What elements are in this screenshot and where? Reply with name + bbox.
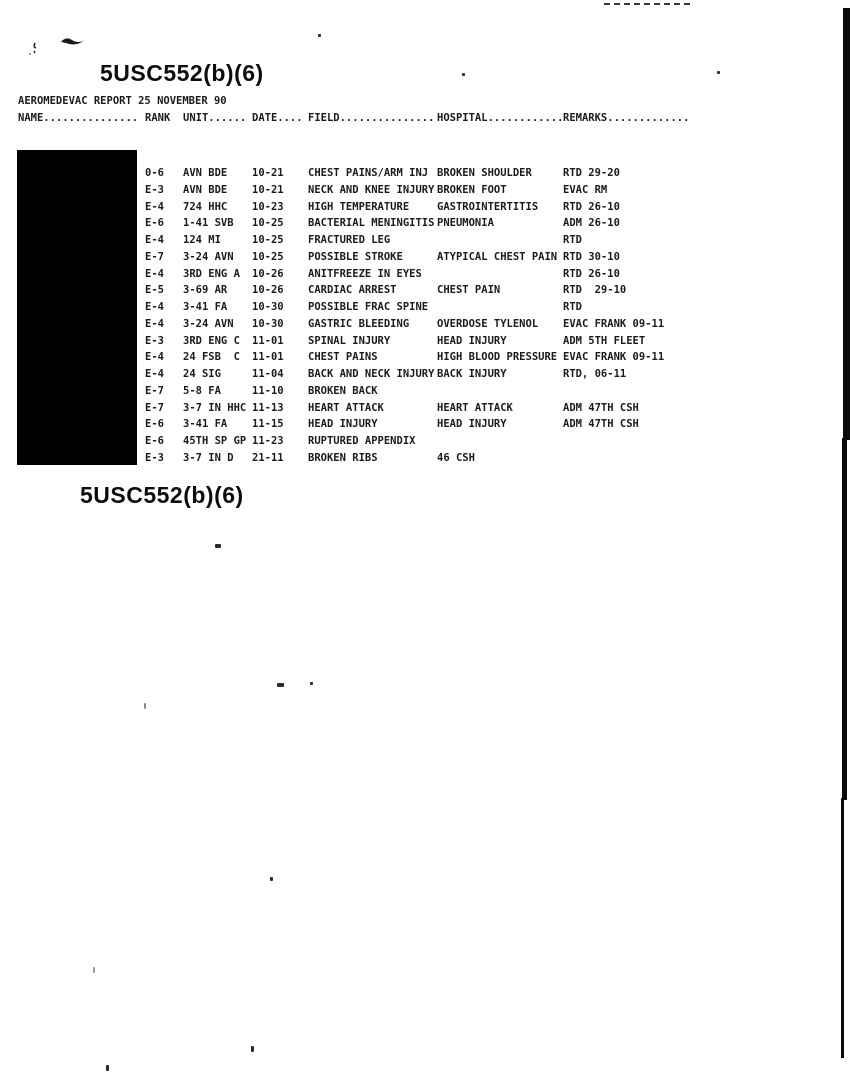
row-date: 10-25 (252, 217, 284, 230)
table-row (0, 266, 850, 283)
row-rank: E-4 (145, 200, 164, 213)
header-rank: RANK (145, 112, 171, 124)
header-date: DATE.... (252, 112, 303, 124)
row-field: CHEST PAINS/ARM INJ (308, 167, 429, 179)
row-remarks: ADM 5TH FLEET (563, 334, 646, 347)
row-hospital: HIGH BLOOD PRESSURE (437, 351, 558, 364)
row-field: GASTRIC BLEEDING (308, 317, 410, 330)
row-field: NECK AND KNEE INJURY (308, 183, 435, 196)
row-unit: 3-69 AR (183, 284, 228, 297)
row-unit: 3-41 FA (183, 301, 228, 313)
table-row (0, 383, 850, 400)
row-remarks: EVAC RM (563, 183, 608, 196)
row-unit: 3-24 AVN (183, 317, 234, 330)
row-unit: 5-8 FA (183, 384, 221, 397)
scan-edge-bar (841, 798, 844, 1058)
row-hospital: HEAD INJURY (437, 334, 507, 347)
row-unit: 3-7 IN HHC (183, 401, 247, 414)
row-remarks: RTD (563, 234, 582, 246)
scan-speck (277, 683, 284, 687)
scan-speck (144, 703, 146, 709)
row-rank: E-6 (145, 217, 164, 230)
table-row (0, 182, 850, 199)
row-remarks: RTD 29-10 (563, 284, 627, 297)
row-hospital: BROKEN FOOT (437, 183, 507, 196)
row-rank: E-5 (145, 284, 164, 297)
header-remarks: REMARKS............. (563, 112, 690, 124)
row-rank: E-6 (145, 435, 164, 447)
scan-speck (462, 73, 465, 76)
row-field: SPINAL INJURY (308, 334, 391, 347)
table-row (0, 400, 850, 417)
row-unit: 3-7 IN D (183, 451, 234, 464)
row-hospital: HEAD INJURY (437, 418, 507, 431)
row-rank: E-4 (145, 301, 164, 313)
row-remarks: RTD 26-10 (563, 200, 620, 213)
row-field: BROKEN BACK (308, 384, 378, 397)
row-field: HEART ATTACK (308, 401, 384, 414)
scan-speck (717, 71, 720, 74)
scan-speck (318, 34, 321, 37)
scan-edge-bar (842, 438, 847, 800)
row-field: HEAD INJURY (308, 418, 378, 431)
row-rank: E-4 (145, 368, 164, 380)
row-field: ANITFREEZE IN EYES (308, 267, 422, 280)
row-unit: AVN BDE (183, 167, 228, 179)
table-header-row (0, 112, 850, 126)
row-unit: 3-41 FA (183, 418, 228, 431)
exemption-marking-bottom: 5USC552(b)(6) (80, 482, 244, 508)
table-rows (0, 165, 850, 467)
report-title: AEROMEDEVAC REPORT 25 NOVEMBER 90 (18, 95, 227, 107)
row-unit: 45TH SP GP (183, 435, 247, 447)
table-row (0, 299, 850, 316)
row-rank: 0-6 (145, 167, 164, 179)
row-date: 10-26 (252, 284, 284, 297)
header-hospital: HOSPITAL............ (437, 112, 564, 124)
scan-speck (215, 544, 221, 548)
row-rank: E-4 (145, 234, 164, 246)
row-hospital: HEART ATTACK (437, 401, 513, 414)
row-hospital: BROKEN SHOULDER (437, 167, 532, 179)
row-date: 11-23 (252, 435, 284, 447)
row-unit: 124 MI (183, 234, 221, 246)
row-remarks: RTD 26-10 (563, 267, 620, 280)
row-rank: E-3 (145, 451, 164, 464)
table-row (0, 215, 850, 232)
row-unit: 3-24 AVN (183, 250, 234, 263)
scan-speck (106, 1065, 109, 1071)
row-date: 10-30 (252, 317, 284, 330)
row-hospital: CHEST PAIN (437, 284, 501, 297)
scan-speck (93, 967, 95, 973)
table-row (0, 199, 850, 216)
row-date: 11-15 (252, 418, 284, 431)
row-remarks: RTD 30-10 (563, 250, 620, 263)
row-remarks: EVAC FRANK 09-11 (563, 351, 665, 364)
row-rank: E-7 (145, 401, 164, 414)
table-row (0, 249, 850, 266)
row-date: 11-13 (252, 401, 284, 414)
row-date: 10-23 (252, 200, 284, 213)
row-date: 10-26 (252, 267, 284, 280)
row-remarks: ADM 47TH CSH (563, 401, 639, 414)
row-remarks: RTD 29-20 (563, 167, 620, 179)
row-unit: AVN BDE (183, 183, 228, 196)
row-hospital: PNEUMONIA (437, 217, 494, 230)
row-rank: E-3 (145, 183, 164, 196)
row-hospital: OVERDOSE TYLENOL (437, 317, 539, 330)
row-rank: E-7 (145, 384, 164, 397)
row-field: CHEST PAINS (308, 351, 378, 364)
row-unit: 1-41 SVB (183, 217, 234, 230)
row-date: 11-10 (252, 384, 284, 397)
table-row (0, 282, 850, 299)
header-field: FIELD............... (308, 112, 435, 124)
row-rank: E-3 (145, 334, 164, 347)
scan-speck (270, 877, 273, 881)
row-remarks: RTD (563, 301, 582, 313)
scan-speck (251, 1046, 254, 1052)
row-field: HIGH TEMPERATURE (308, 200, 410, 213)
table-row (0, 450, 850, 467)
header-unit: UNIT...... (183, 112, 247, 124)
row-field: POSSIBLE FRAC SPINE (308, 301, 429, 313)
row-remarks: EVAC FRANK 09-11 (563, 317, 665, 330)
row-date: 11-01 (252, 351, 284, 364)
row-date: 11-01 (252, 334, 284, 347)
row-unit: 24 SIG (183, 368, 221, 380)
row-date: 10-25 (252, 234, 284, 246)
row-date: 10-21 (252, 183, 284, 196)
table-row (0, 349, 850, 366)
table-row (0, 433, 850, 450)
table-row (0, 416, 850, 433)
row-rank: E-7 (145, 250, 164, 263)
header-name: NAME............... (18, 112, 139, 124)
table-row (0, 333, 850, 350)
row-field: BACTERIAL MENINGITIS (308, 217, 435, 230)
row-field: RUPTURED APPENDIX (308, 435, 416, 447)
row-remarks: ADM 47TH CSH (563, 418, 639, 431)
row-rank: E-6 (145, 418, 164, 431)
row-unit: 724 HHC (183, 200, 228, 213)
row-remarks: RTD, 06-11 (563, 368, 627, 380)
scan-dash-line (604, 3, 690, 5)
row-hospital: BACK INJURY (437, 368, 507, 380)
scan-speck (310, 682, 313, 685)
row-remarks: ADM 26-10 (563, 217, 620, 230)
table-row (0, 316, 850, 333)
row-unit: 3RD ENG A (183, 267, 240, 280)
row-date: 10-25 (252, 250, 284, 263)
pen-mark-icon (58, 34, 88, 48)
row-rank: E-4 (145, 267, 164, 280)
row-rank: E-4 (145, 317, 164, 330)
row-field: BROKEN RIBS (308, 451, 378, 464)
table-row (0, 366, 850, 383)
row-field: FRACTURED LEG (308, 234, 391, 246)
row-date: 10-21 (252, 167, 284, 179)
row-field: POSSIBLE STROKE (308, 250, 403, 263)
row-hospital: ATYPICAL CHEST PAIN (437, 250, 558, 263)
row-date: 21-11 (252, 451, 284, 464)
row-date: 10-30 (252, 301, 284, 313)
row-field: BACK AND NECK INJURY (308, 368, 435, 380)
row-hospital: GASTROINTERTITIS (437, 200, 539, 213)
pen-mark-icon (26, 40, 48, 56)
row-hospital: 46 CSH (437, 451, 475, 464)
row-unit: 3RD ENG C (183, 334, 240, 347)
table-row (0, 232, 850, 249)
row-rank: E-4 (145, 351, 164, 364)
exemption-marking-top: 5USC552(b)(6) (100, 60, 264, 86)
table-row (0, 165, 850, 182)
row-field: CARDIAC ARREST (308, 284, 397, 297)
row-date: 11-04 (252, 368, 284, 380)
row-unit: 24 FSB C (183, 351, 240, 364)
